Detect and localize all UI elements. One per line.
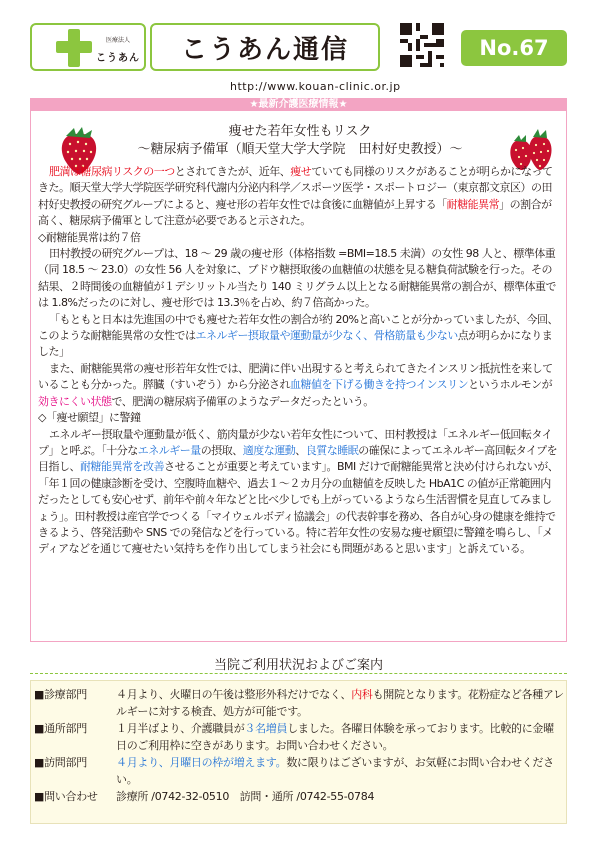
info-row-clinic: ■診療部門 ４月より、火曜日の午後は整形外科だけでなく、内科も開院となります。花粉症など各種アレルギーに対する検査、処方が可能です。 (34, 688, 564, 718)
paragraph: 田村教授の研究グループは、18 ～ 29 歳の痩せ形（体格指数 =BMI=18.5 未満）の女性 98 人と、標準体重（同 18.5 ～ 23.0）の女性 56 人を対象に、ブドウ糖摂取後の血糖値の状態を見る糖負荷試験を行った。その結果、２時間後の血糖値が１デシリットル当たり 140 ミリグラム以上となる耐糖能異常の割合が、標準体重では 1.8%だったのに対し、痩せ形では 13.3％を占め、約７倍高かった。 (38, 247, 556, 310)
logo-subtitle: 医療法人 (106, 37, 131, 44)
info-title: 当院ご利用状況およびご案内 (213, 658, 383, 673)
paragraph: エネルギー摂取量や運動量が低く、筋肉量が少ない若年女性について、田村教授は「エネルギー低回転タイプ」と呼ぶ。「十分なエネルギー量の摂取、適度な運動、良質な睡眠の確保によってエネルギー高回転タイプを目指し、耐糖能異常を改善させることが重要と考えています」。BMI だけで耐糖能異常と決め付けられないが、「年１回の健康診断を受け、空腹時血糖や、過去１～２カ月分の血糖値を反映した HbA1C の値が正常範囲内だったとしても安心せず、前年や前々年などと比べ少しでも上がっているようなら生活習慣を見直してみましょう」。田村教授は産官学でつくる「マイウェルボディ協議会」の代表幹事を務め、各自が心身の健康を維持できるよう、啓発活動や SNS での発信などを行っている。特に若年女性の安易な痩せ願望に警鐘を鳴らし、「メディアなどを通じて痩せたい気持ちを作り出してしまう社会にも問題があると思います」と訴えている。 (38, 427, 559, 556)
info-list (34, 686, 564, 805)
issue-number: No.67 (461, 30, 567, 66)
paragraph: 「もともと日本は先進国の中でも痩せた若年女性の割合が約 20%と高いことが分かっていましたが、今回、このような耐糖能異常の女性ではエネルギー摂取量や運動量が少なく、骨格筋量も少ない点が明らかになりました」 (38, 312, 558, 359)
article-body (38, 164, 561, 558)
info-row-contact: ■問い合わせ 診療所 /0742-32-0510 訪問・通所 /0742-55-0784 (34, 788, 564, 805)
logo-name: こうあん (96, 53, 140, 64)
headline-sub: ～糖尿病予備軍（順天堂大学大学院 田村好史教授）～ (137, 142, 463, 157)
divider (30, 673, 567, 674)
paragraph: 肥満は糖尿病リスクの一つとされてきたが、近年、痩せていても同様のリスクがあることが明らかになってきた。順天堂大学大学院医学研究科代謝内分泌内科学／スポーツ医学・スポートロジー（東京都文京区）の田村好史教授の研究グループによると、痩せ形の若年女性では食後に血糖値が上昇する「耐糖能異常」の割合が高く、糖尿病予備軍として注意が必要であると示された。 (38, 165, 553, 228)
section-label: ★最新介護医療情報★ (30, 98, 567, 111)
header (0, 18, 595, 78)
info-row-daycare: ■通所部門 １月半ばより、介護職員が３名増員しました。各曜日体験を承っております。比較的に金曜日のご利用枠に空きがあります。お問い合わせください。 (34, 722, 554, 752)
qr-code-icon[interactable] (400, 23, 444, 67)
newsletter-title-box (150, 23, 380, 71)
subheading: ◇「痩せ願望」に警鐘 (38, 411, 141, 425)
headline-main: 痩せた若年女性もリスク (228, 124, 372, 139)
subheading: ◇耐糖能異常は約７倍 (38, 230, 141, 244)
contact-phone-numbers[interactable]: 診療所 /0742-32-0510 訪問・通所 /0742-55-0784 (116, 790, 375, 803)
paragraph: また、耐糖能異常の痩せ形若年女性では、肥満に伴い出現すると考えられてきたインスリン抵抗性を来していることも分かった。膵臓（すいぞう）から分泌され血糖値を下げる働きを持つインスリンというホルモンが効きにくい状態で、肥満の糖尿病予備軍のようなデータだったという。 (38, 361, 553, 408)
newsletter-title: こうあん通信 (180, 34, 349, 65)
info-row-visit: ■訪問部門 ４月より、月曜日の枠が増えます。数に限りはございますが、お気軽にお問い合わせください。 (34, 756, 554, 786)
website-url[interactable]: http://www.kouan-clinic.or.jp (230, 80, 401, 93)
article-headline (80, 123, 520, 159)
clinic-logo (30, 23, 146, 71)
